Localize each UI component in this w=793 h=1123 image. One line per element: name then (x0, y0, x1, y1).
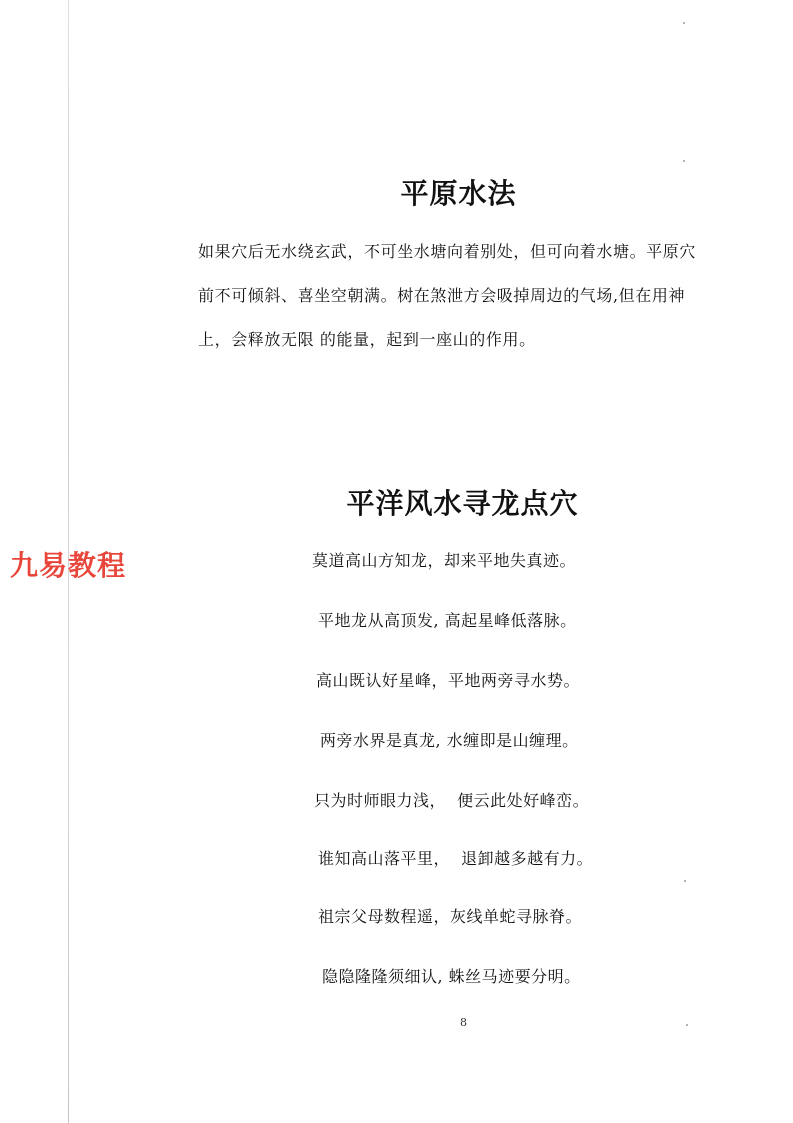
poem-line: 只为时师眼力浅， 便云此处好峰峦。 (314, 791, 590, 810)
poem-line: 高山既认好星峰，平地两旁寻水势。 (316, 671, 581, 690)
scan-speck (683, 160, 685, 162)
poem-line: 祖宗父母数程遥，灰线单蛇寻脉脊。 (318, 907, 583, 926)
scan-speck (684, 880, 686, 882)
paragraph-line: 上，会释放无限 的能量，起到一座山的作用。 (198, 330, 536, 349)
poem-line: 两旁水界是真龙, 水缠即是山缠理。 (320, 731, 579, 750)
section-paragraph (198, 230, 698, 362)
scan-speck (686, 1024, 688, 1026)
scan-speck (683, 22, 685, 24)
page-number: 8 (460, 1016, 467, 1029)
section-title-plain-water: 平原水法 (400, 177, 517, 210)
section-title-dragon-search: 平洋风水寻龙点穴 (346, 487, 579, 520)
poem-line: 隐隐隆隆须细认, 蛛丝马迹要分明。 (322, 967, 581, 986)
poem-line: 莫道高山方知龙，却来平地失真迹。 (312, 551, 577, 570)
poem-line: 谁知高山落平里， 退卸越多越有力。 (318, 849, 594, 868)
paragraph-line: 如果穴后无水绕玄武，不可坐水塘向着别处，但可向着水塘。平原穴 (198, 242, 697, 261)
watermark-logo: 九易教程 (10, 549, 127, 582)
paragraph-line: 前不可倾斜、喜坐空朝满。树在煞泄方会吸掉周边的气场,但在用神 (198, 286, 686, 305)
poem-line: 平地龙从高顶发, 高起星峰低落脉。 (318, 611, 577, 630)
